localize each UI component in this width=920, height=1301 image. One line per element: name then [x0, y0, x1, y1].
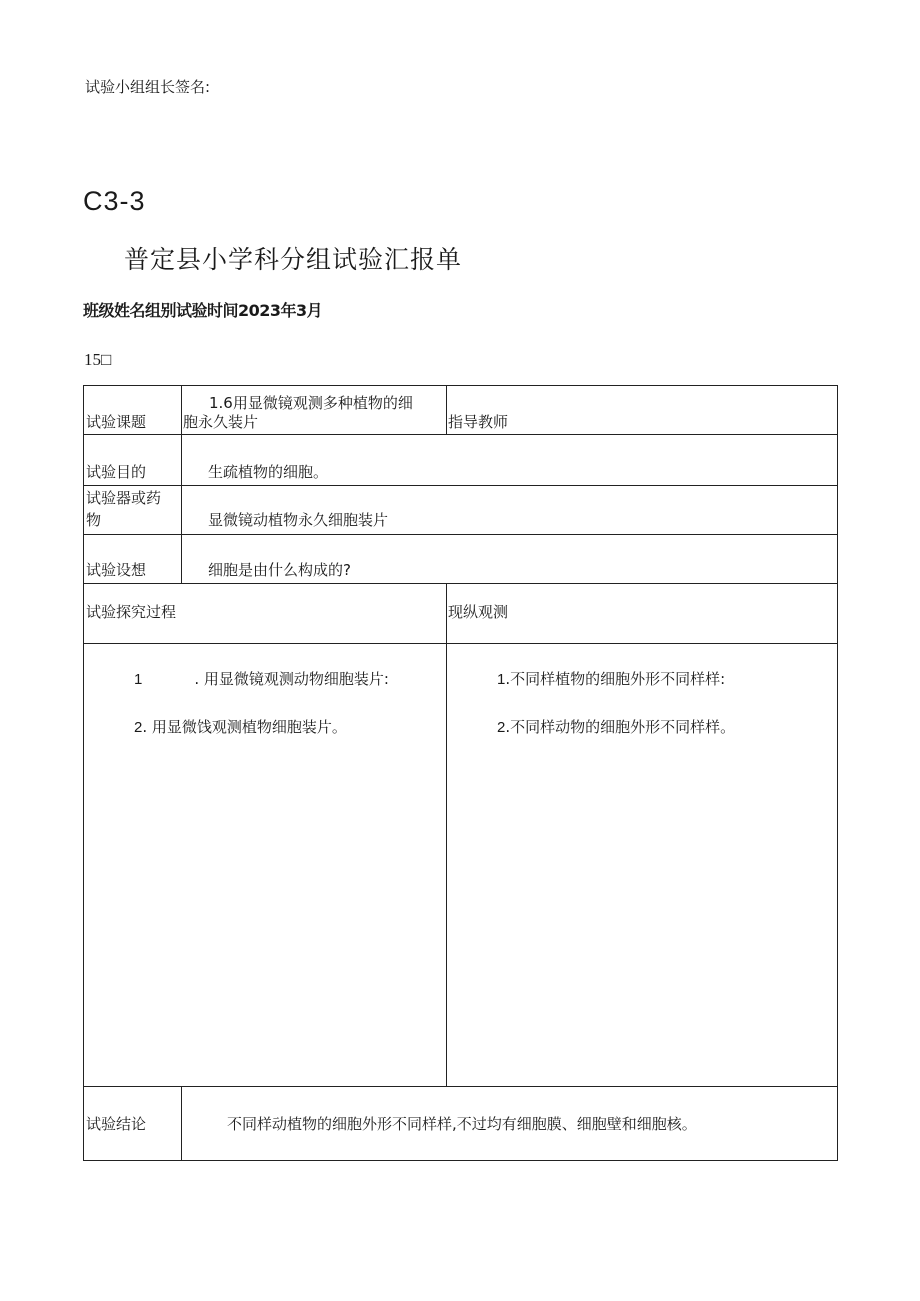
- process-label: 试验探究过程: [86, 603, 177, 621]
- hypothesis-value: 细胞是由什么构成的?: [208, 561, 351, 579]
- row-divider: [84, 485, 837, 486]
- conclusion-label: 试验结论: [86, 1115, 147, 1133]
- topic-label: 试验课题: [86, 413, 147, 431]
- row-divider: [84, 1086, 837, 1087]
- observation-text: .不同样植物的细胞外形不同样样:: [505, 670, 726, 688]
- topic-value-line1: 1.6用显微镜观测多种植物的细: [209, 394, 413, 412]
- purpose-value: 生疏植物的细胞。: [208, 463, 329, 481]
- teacher-label: 指导教师: [448, 413, 509, 431]
- document-code: C3-3: [83, 186, 146, 216]
- process-step: [134, 669, 389, 690]
- column-divider: [446, 583, 447, 1086]
- process-step-number: 2: [134, 719, 143, 736]
- equipment-label-line1: 试验器或药: [86, 489, 162, 507]
- row-divider: [84, 643, 837, 644]
- purpose-label: 试验目的: [86, 463, 147, 481]
- report-table: [83, 385, 838, 1161]
- class-info-line: 班级姓名组别试验时间2023年3月: [83, 301, 323, 320]
- column-divider: [181, 1086, 182, 1160]
- hypothesis-label: 试验设想: [86, 561, 147, 579]
- date-continuation: 15□: [84, 350, 112, 369]
- observation-item: [497, 669, 725, 690]
- observation-text: .不同样动物的细胞外形不同样样。: [505, 718, 736, 736]
- observation-label: 现纵观测: [448, 603, 509, 621]
- row-divider: [84, 534, 837, 535]
- conclusion-value: 不同样动植物的细胞外形不同样样,不过均有细胞膜、细胞壁和细胞核。: [227, 1115, 697, 1133]
- observation-item: [497, 717, 735, 738]
- leader-signature-label: 试验小组组长签名:: [85, 78, 211, 96]
- process-step-text: . 用显微饯观测植物细胞装片。: [142, 718, 347, 736]
- row-divider: [84, 583, 837, 584]
- row-divider: [84, 434, 837, 435]
- process-step-number: 1: [134, 671, 143, 688]
- observation-number: 2: [497, 719, 506, 736]
- observation-number: 1: [497, 671, 506, 688]
- process-step: [134, 717, 347, 738]
- page-title: 普定县小学科分组试验汇报单: [124, 245, 463, 274]
- column-divider: [181, 386, 182, 583]
- process-step-text: . 用显微镜观测动物细胞装片:: [194, 670, 389, 688]
- equipment-value: 显微镜动植物永久细胞装片: [208, 511, 389, 529]
- topic-value-line2: 胞永久装片: [183, 413, 259, 431]
- equipment-label-line2: 物: [86, 511, 102, 529]
- column-divider: [446, 386, 447, 434]
